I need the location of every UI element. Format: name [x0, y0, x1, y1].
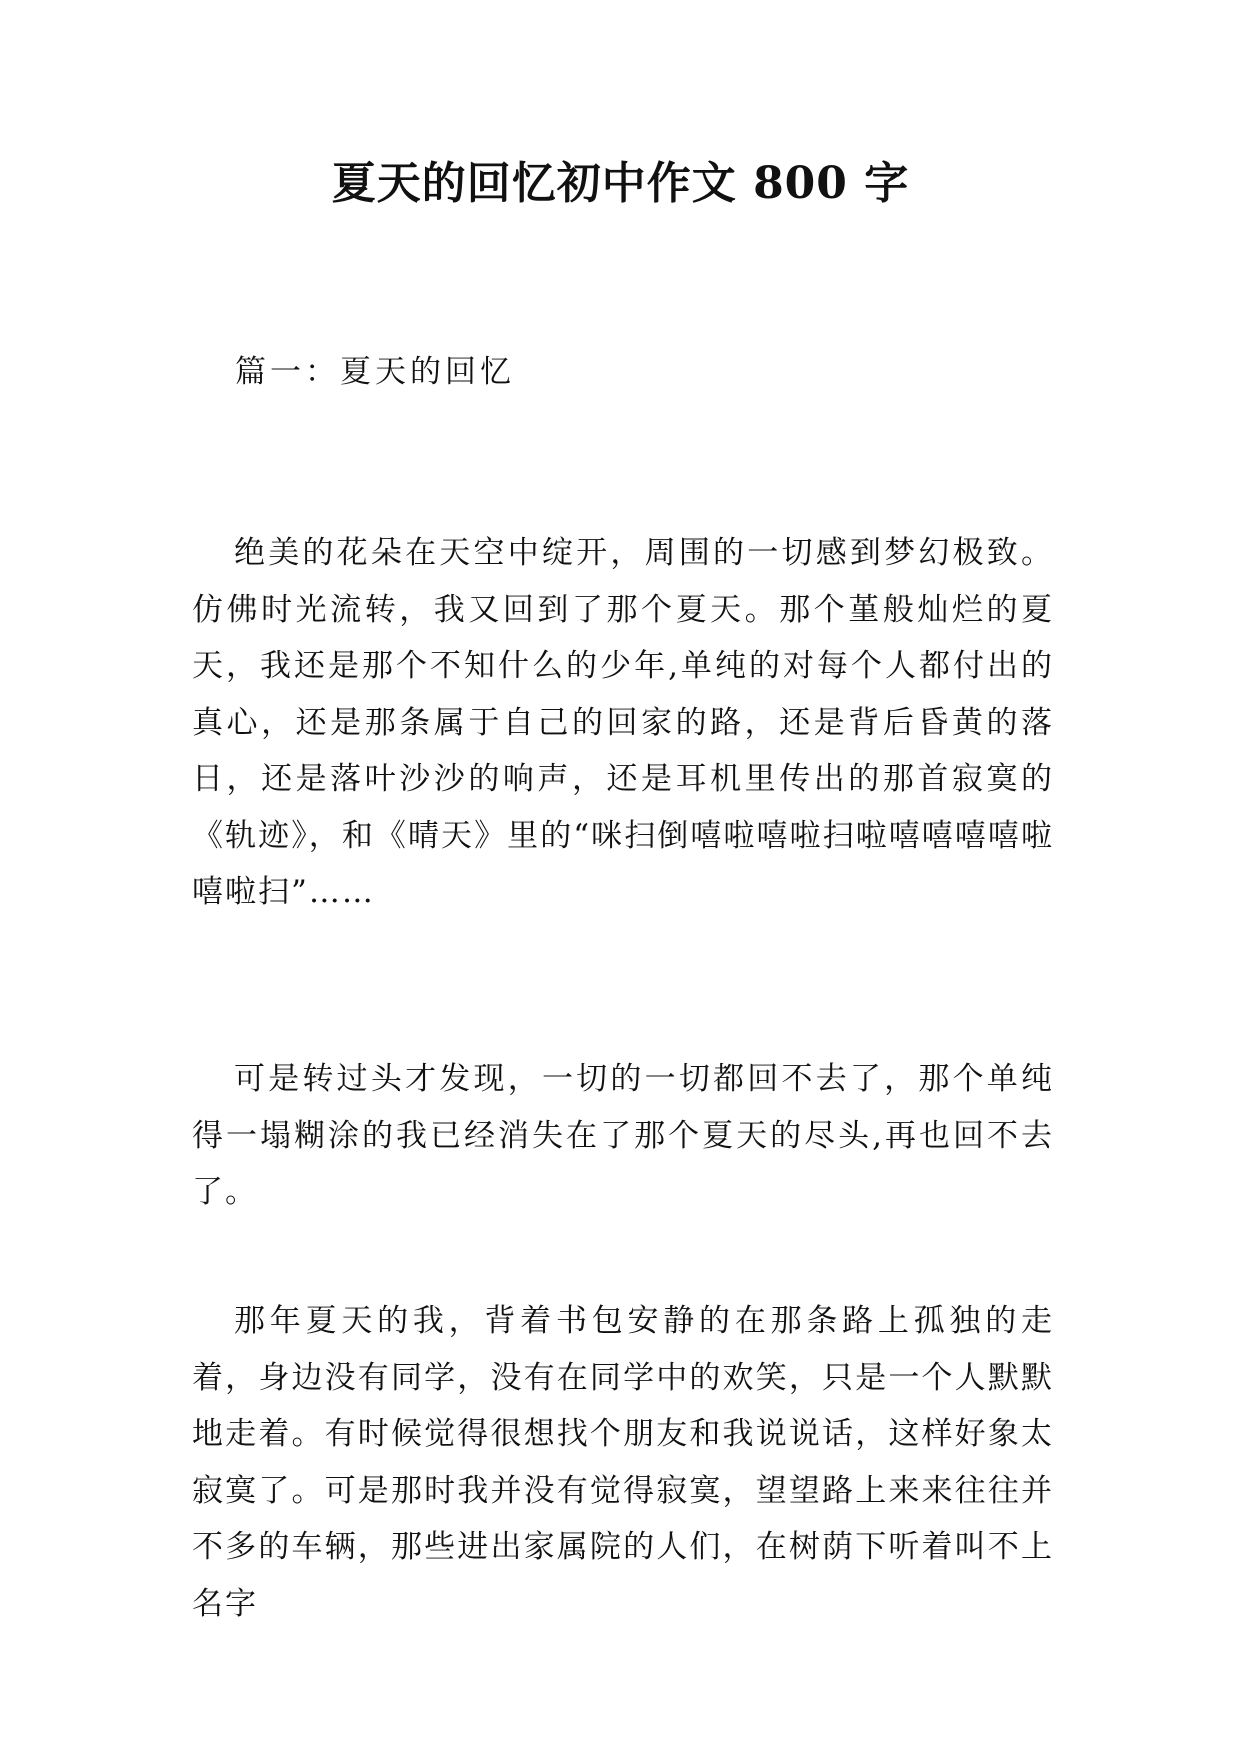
paragraph-1: 绝美的花朵在天空中绽开，周围的一切感到梦幻极致。仿佛时光流转，我又回到了那个夏天。那个堇般灿烂的夏天，我还是那个不知什么的少年,单纯的对每个人都付出的真心，还是那条属于自己的回家的路，还是背后昏黄的落日，还是落叶沙沙的响声，还是耳机里传出的那首寂寞的《轨迹》，和《晴天》里的“咪扫倒嘻啦嘻啦扫啦嘻嘻嘻嘻啦嘻啦扫”…… — [192, 535, 1054, 910]
section-heading: 篇一：夏天的回忆 — [235, 354, 515, 390]
document-title: 夏天的回忆初中作文 800 字 — [331, 158, 910, 209]
paragraph-3: 那年夏天的我，背着书包安静的在那条路上孤独的走着，身边没有同学，没有在同学中的欢笑，只是一个人默默地走着。有时候觉得很想找个朋友和我说说话，这样好象太寂寞了。可是那时我并没有觉得寂寞，望望路上来来往往并不多的车辆，那些进出家属院的人们，在树荫下听着叫不上名字 — [192, 1303, 1054, 1622]
paragraph-2: 可是转过头才发现，一切的一切都回不去了，那个单纯得一塌糊涂的我已经消失在了那个夏天的尽头,再也回不去了。 — [192, 1061, 1054, 1210]
